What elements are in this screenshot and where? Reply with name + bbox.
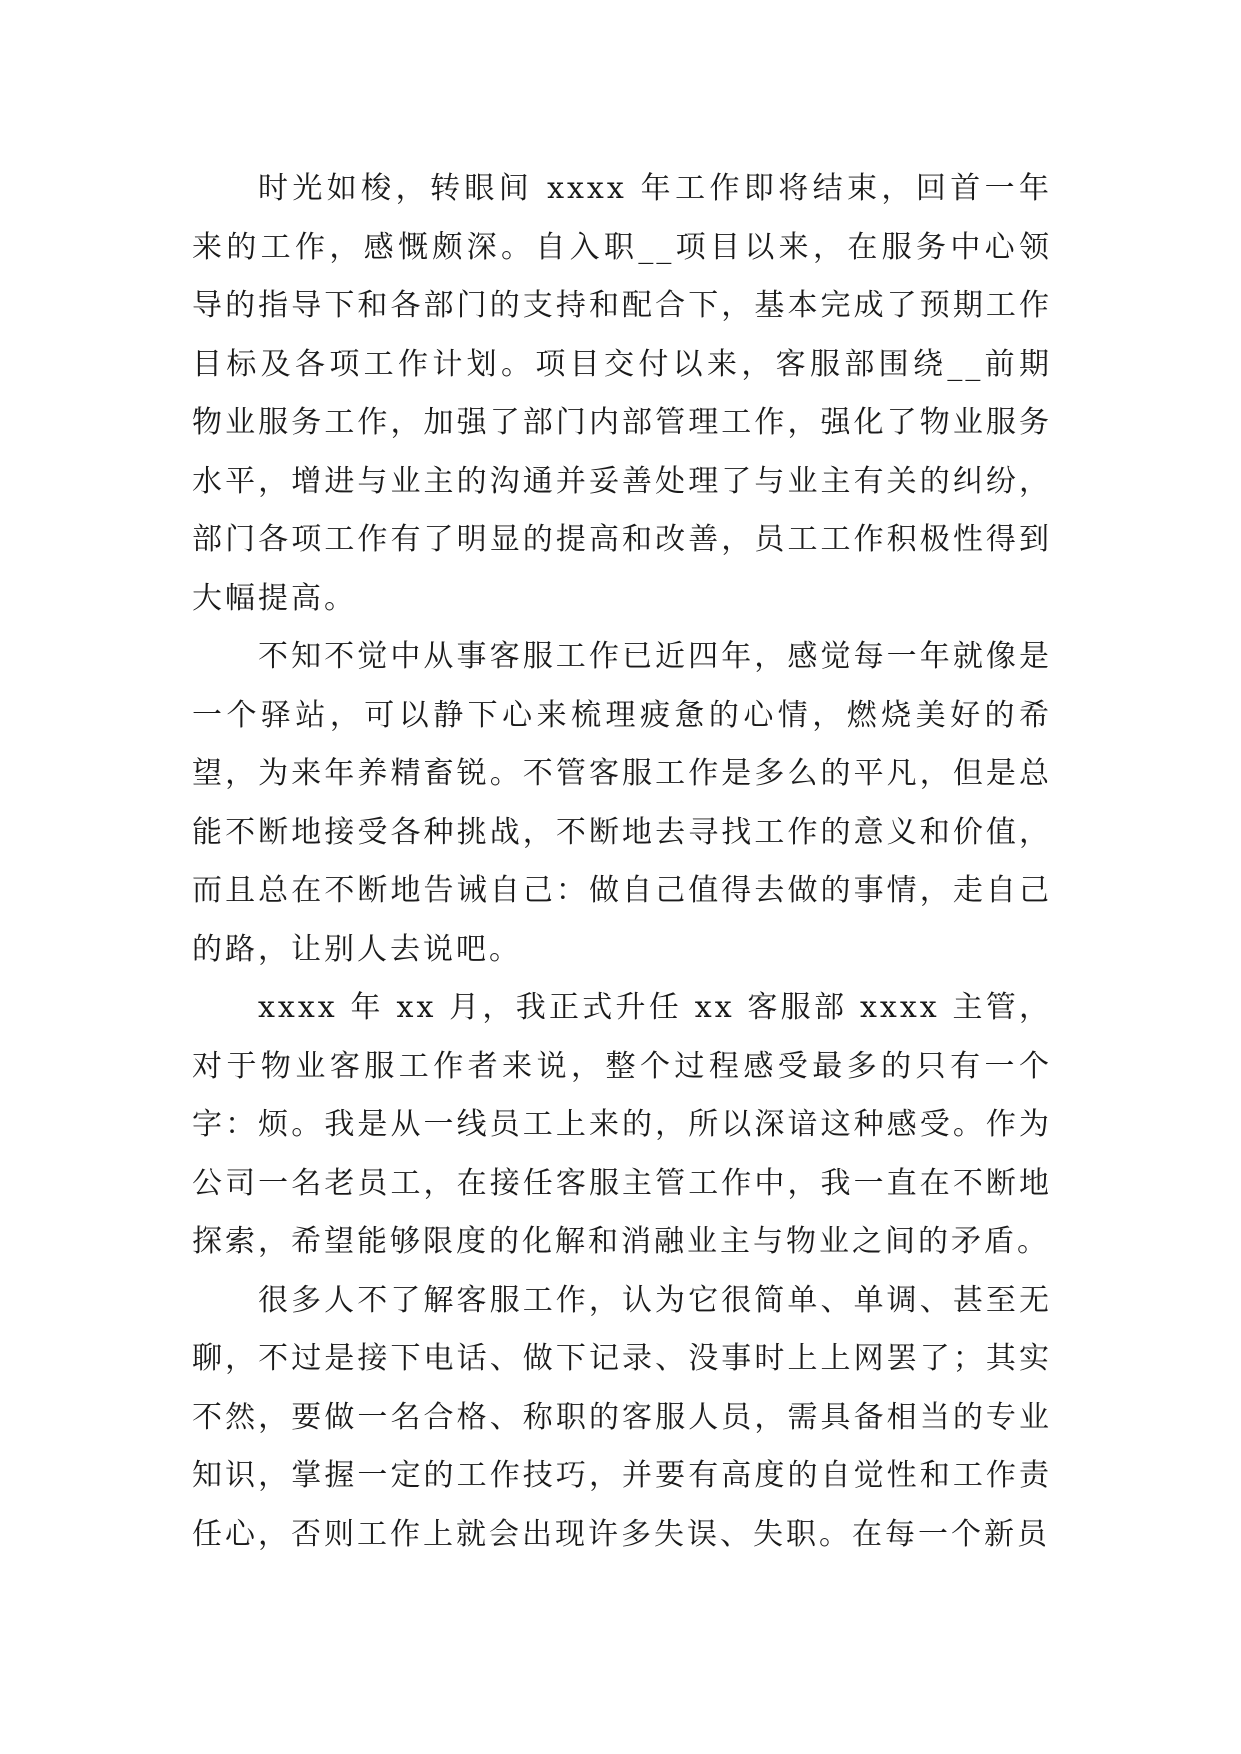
paragraph-2: 不知不觉中从事客服工作已近四年，感觉每一年就像是一个驿站，可以静下心来梳理疲惫的心情，燃烧美好的希望，为来年养精畜锐。不管客服工作是多么的平凡，但是总能不断地接受各种挑战，不断地去寻找工作的意义和价值，而且总在不断地告诫自己：做自己值得去做的事情，走自己的路，让别人去说吧。 (192, 639, 1052, 967)
paragraph-1: 时光如梭，转眼间 xxxx 年工作即将结束，回首一年来的工作，感慨颇深。自入职__项目以来，在服务中心领导的指导下和各部门的支持和配合下，基本完成了预期工作目标及各项工作计划。项目交付以来，客服部围绕__前期物业服务工作，加强了部门内部管理工作，强化了物业服务水平，增进与业主的沟通并妥善处理了与业主有关的纠纷，部门各项工作有了明显的提高和改善，员工工作积极性得到大幅提高。 (192, 171, 1052, 616)
paragraph-3: xxxx 年 xx 月，我正式升任 xx 客服部 xxxx 主管，对于物业客服工作者来说，整个过程感受最多的只有一个字：烦。我是从一线员工上来的，所以深谙这种感受。作为公司一名老员工，在接任客服主管工作中，我一直在不断地探索，希望能够限度的化解和消融业主与物业之间的矛盾。 (192, 990, 1052, 1259)
paragraph-4: 很多人不了解客服工作，认为它很简单、单调、甚至无聊，不过是接下电话、做下记录、没事时上上网罢了；其实不然，要做一名合格、称职的客服人员，需具备相当的专业知识，掌握一定的工作技巧，并要有高度的自觉性和工作责任心，否则工作上就会出现许多失误、失职。在每一个新员 (192, 1282, 1052, 1552)
document-body (192, 160, 1052, 1564)
